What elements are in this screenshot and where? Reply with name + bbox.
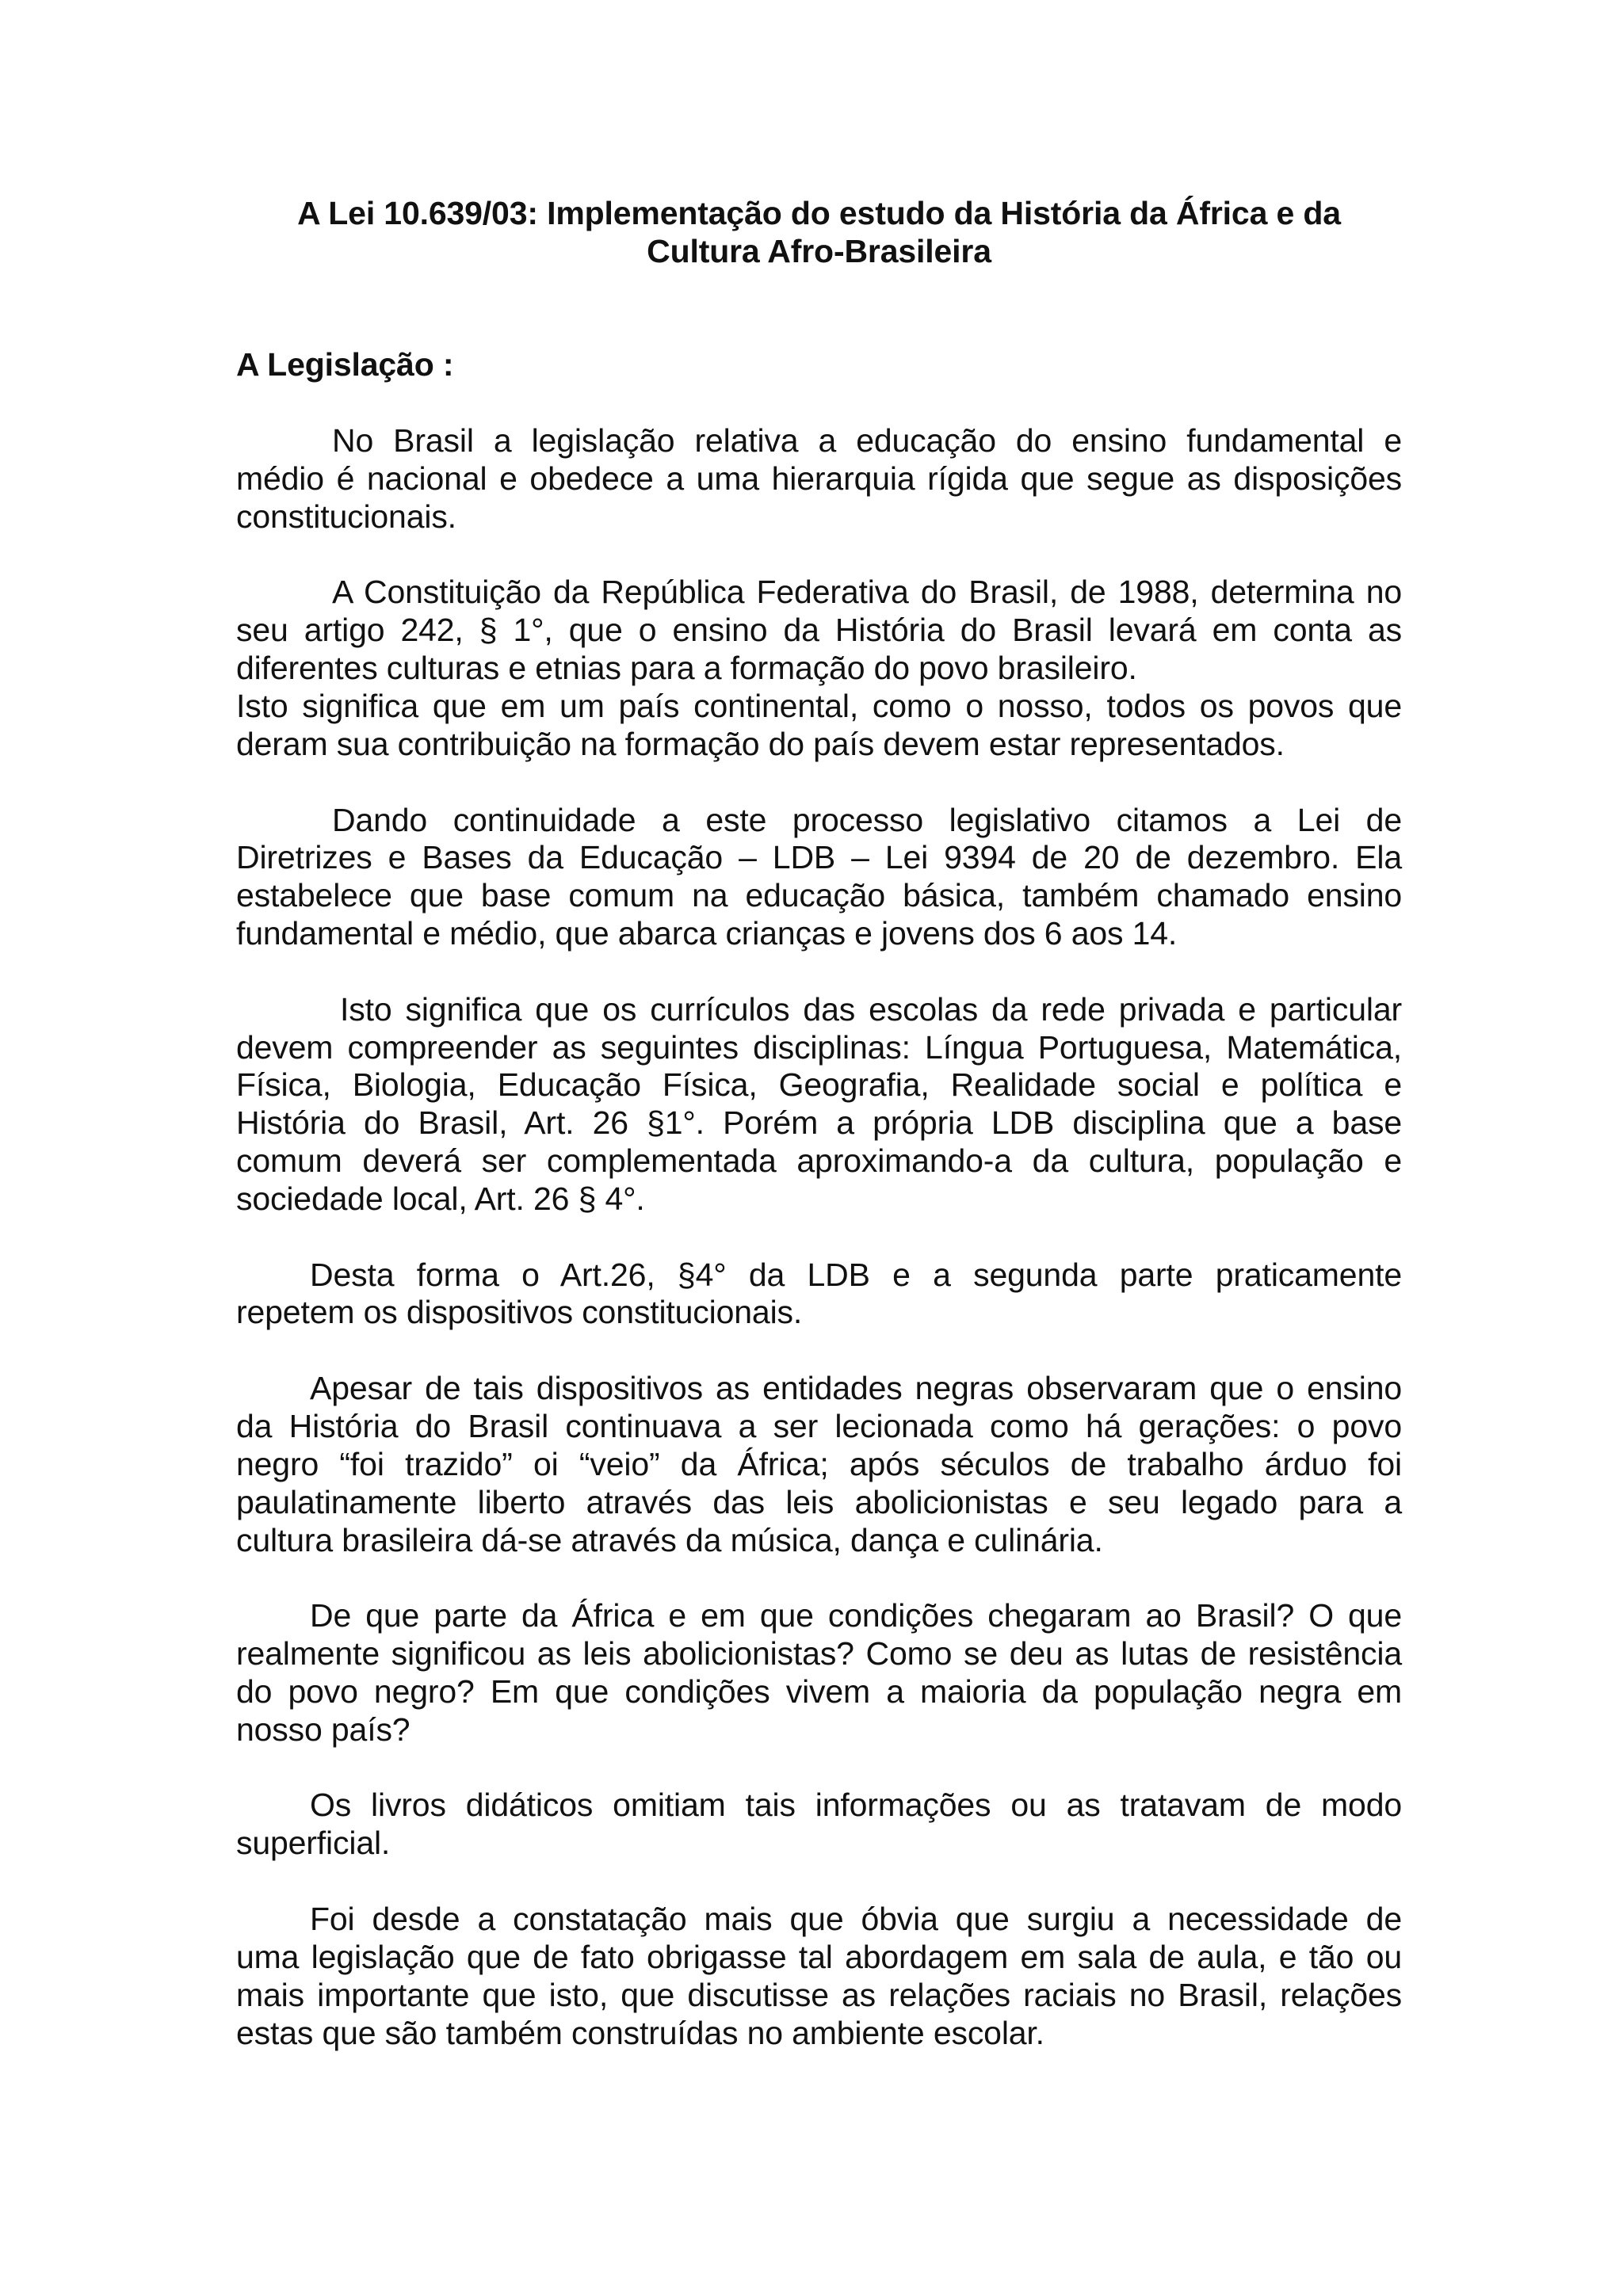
text-line: seu artigo 242, § 1°, que o ensino da História do Brasil levará em conta as	[236, 612, 1402, 649]
text-line: repetem os dispositivos constitucionais.	[236, 1294, 803, 1331]
paragraph-8	[236, 1787, 1402, 1863]
paragraph-1	[236, 422, 1402, 536]
paragraph-5	[236, 1257, 1402, 1333]
paragraph-7	[236, 1597, 1402, 1749]
text-line: sociedade local, Art. 26 § 4°.	[236, 1180, 645, 1217]
text-line: superficial.	[236, 1825, 391, 1862]
paragraph-6	[236, 1370, 1402, 1559]
text-line: estas que são também construídas no ambiente escolar.	[236, 2014, 1044, 2051]
document-content	[236, 195, 1402, 2052]
text-line: mais importante que isto, que discutisse as relações raciais no Brasil, relações	[236, 1976, 1402, 2013]
text-line: da História do Brasil continuava a ser lecionada como há gerações: o povo	[236, 1408, 1402, 1444]
text-line: deram sua contribuição na formação do país devem estar representados.	[236, 725, 1285, 762]
text-line: fundamental e médio, que abarca crianças e jovens dos 6 aos 14.	[236, 915, 1178, 952]
text-line: cultura brasileira dá-se através da música, dança e culinária.	[236, 1521, 1103, 1558]
paragraph-4	[236, 991, 1402, 1219]
text-line: estabelece que base comum na educação básica, também chamado ensino	[236, 877, 1402, 914]
text-line: De que parte da África e em que condições chegaram ao Brasil? O que	[310, 1597, 1402, 1634]
paragraph-3	[236, 802, 1402, 953]
text-line: Física, Biologia, Educação Física, Geografia, Realidade social e política e	[236, 1066, 1402, 1104]
text-line: No Brasil a legislação relativa a educação do ensino fundamental e	[332, 422, 1402, 460]
document-title	[236, 195, 1402, 271]
paragraph-2	[236, 574, 1402, 763]
section-heading-text: A Legislação :	[236, 346, 454, 383]
text-line: História do Brasil, Art. 26 §1°. Porém a própria LDB disciplina que a base	[236, 1104, 1402, 1142]
text-line: Isto significa que os currículos das escolas da rede privada e particular	[340, 990, 1402, 1028]
text-line: Os livros didáticos omitiam tais informações ou as tratavam de modo	[310, 1787, 1402, 1824]
text-line: Foi desde a constatação mais que óbvia que surgiu a necessidade de	[310, 1900, 1402, 1937]
text-line: paulatinamente liberto através das leis abolicionistas e seu legado para a	[236, 1483, 1402, 1520]
section-heading	[236, 346, 1402, 384]
text-line: realmente significou as leis abolicionistas? Como se deu as lutas de resistência	[236, 1635, 1402, 1672]
title-line: A Lei 10.639/03: Implementação do estudo da História da África e da	[297, 195, 1341, 231]
text-line: nosso país?	[236, 1711, 411, 1748]
text-line: negro “foi trazido” oi “veio” da África; após séculos de trabalho árduo foi	[236, 1445, 1402, 1482]
paragraph-9	[236, 1901, 1402, 2052]
text-line: médio é nacional e obedece a uma hierarquia rígida que segue as disposições	[236, 460, 1402, 497]
title-line: Cultura Afro-Brasileira	[647, 232, 991, 269]
text-line: constitucionais.	[236, 498, 456, 535]
text-line: Apesar de tais dispositivos as entidades negras observaram que o ensino	[310, 1370, 1402, 1407]
text-line: do povo negro? Em que condições vivem a maioria da população negra em	[236, 1672, 1402, 1710]
text-line: A Constituição da República Federativa do Brasil, de 1988, determina no	[332, 574, 1402, 611]
text-line: Isto significa que em um país continental, como o nosso, todos os povos que	[236, 687, 1402, 724]
text-line: uma legislação que de fato obrigasse tal abordagem em sala de aula, e tão ou	[236, 1938, 1402, 1975]
text-line: devem compreender as seguintes disciplinas: Língua Portuguesa, Matemática,	[236, 1028, 1402, 1066]
text-line: comum deverá ser complementada aproximando-a da cultura, população e	[236, 1142, 1402, 1180]
text-line: diferentes culturas e etnias para a formação do povo brasileiro.	[236, 650, 1137, 687]
text-line: Diretrizes e Bases da Educação – LDB – Lei 9394 de 20 de dezembro. Ela	[236, 839, 1402, 876]
text-line: Dando continuidade a este processo legislativo citamos a Lei de	[332, 801, 1402, 838]
text-line: Desta forma o Art.26, §4° da LDB e a segunda parte praticamente	[310, 1256, 1402, 1293]
